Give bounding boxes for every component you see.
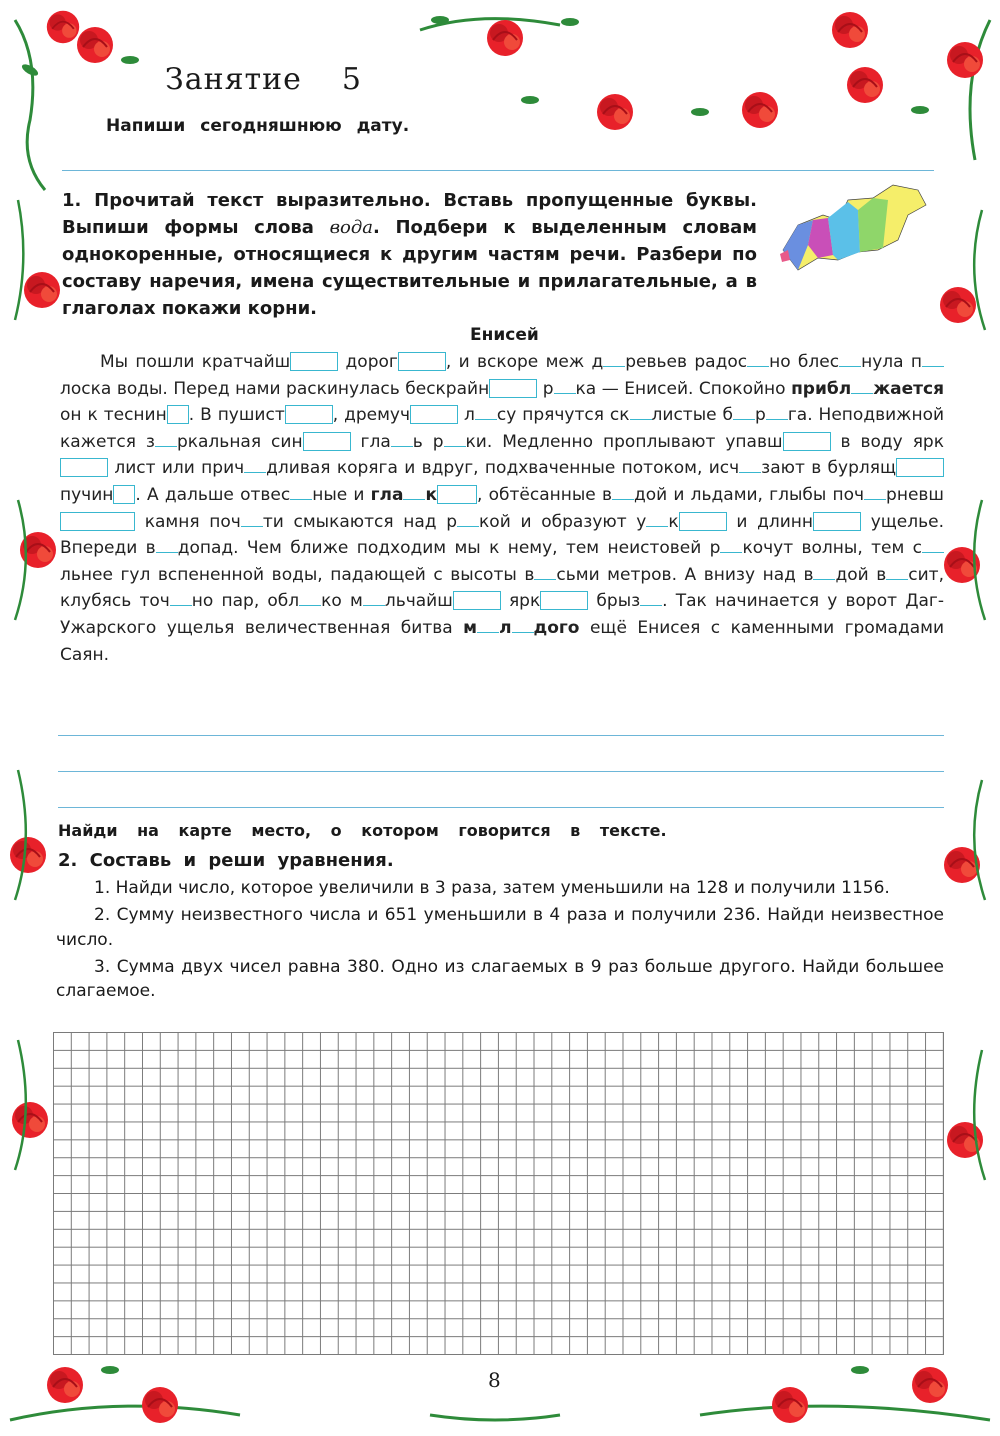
letter-blank[interactable] xyxy=(363,593,385,606)
letter-blank[interactable] xyxy=(646,514,668,527)
task1-instruction xyxy=(62,187,757,322)
writing-line-3[interactable] xyxy=(58,807,944,808)
letter-blank[interactable] xyxy=(391,434,413,447)
letter-blank[interactable] xyxy=(922,354,944,367)
answer-box[interactable] xyxy=(398,352,446,371)
letter-blank[interactable] xyxy=(444,434,466,447)
letter-blank[interactable] xyxy=(457,514,479,527)
grid-workspace[interactable] xyxy=(53,1032,944,1355)
letter-blank[interactable] xyxy=(733,407,755,420)
letter-blank[interactable] xyxy=(720,540,742,553)
letter-blank[interactable] xyxy=(739,460,761,473)
find-on-map-instruction: Найди на карте место, о котором говорится в тексте. xyxy=(58,821,667,840)
letter-blank[interactable] xyxy=(475,407,497,420)
letter-blank[interactable] xyxy=(170,593,192,606)
task1-number: 1. xyxy=(62,190,82,211)
letter-blank[interactable] xyxy=(299,593,321,606)
answer-box[interactable] xyxy=(896,458,944,477)
letter-blank[interactable] xyxy=(603,354,625,367)
letter-blank[interactable] xyxy=(839,354,861,367)
answer-box[interactable] xyxy=(60,458,108,477)
answer-box[interactable] xyxy=(410,405,458,424)
letter-blank[interactable] xyxy=(813,567,835,580)
lesson-title xyxy=(165,62,362,97)
letter-blank[interactable] xyxy=(922,540,944,553)
equation-item: 1. Найди число, которое увеличили в 3 раза, затем уменьшили на 128 и получили 1156. xyxy=(94,878,890,898)
task1-word: вода xyxy=(329,217,374,238)
letter-blank[interactable] xyxy=(554,381,576,394)
letter-blank[interactable] xyxy=(403,487,425,500)
letter-blank[interactable] xyxy=(241,514,263,527)
answer-box[interactable] xyxy=(303,432,351,451)
page-number: 8 xyxy=(488,1368,501,1392)
answer-box[interactable] xyxy=(285,405,333,424)
answer-box[interactable] xyxy=(290,352,338,371)
writing-line-2[interactable] xyxy=(58,771,944,772)
letter-blank[interactable] xyxy=(766,407,788,420)
lesson-number: 5 xyxy=(341,62,362,97)
letter-blank[interactable] xyxy=(851,381,873,394)
russia-map-illustration xyxy=(778,180,928,280)
letter-blank[interactable] xyxy=(640,593,662,606)
task2-title: 2. Составь и реши уравнения. xyxy=(58,850,394,871)
answer-box[interactable] xyxy=(453,591,501,610)
letter-blank[interactable] xyxy=(630,407,652,420)
answer-box[interactable] xyxy=(437,485,477,504)
answer-box[interactable] xyxy=(783,432,831,451)
passage-title: Енисей xyxy=(470,325,539,345)
equation-item: 3. Сумма двух чисел равна 380. Одно из слагаемых в 9 раз больше другого. Найди большее слагаемое. xyxy=(56,956,944,1001)
answer-box[interactable] xyxy=(679,512,727,531)
letter-blank[interactable] xyxy=(534,567,556,580)
equations-list xyxy=(56,876,944,1006)
answer-box[interactable] xyxy=(813,512,861,531)
writing-line-1[interactable] xyxy=(58,735,944,736)
letter-blank[interactable] xyxy=(244,460,266,473)
date-instruction: Напиши сегодняшнюю дату. xyxy=(106,116,410,136)
letter-blank[interactable] xyxy=(512,620,534,633)
letter-blank[interactable] xyxy=(155,434,177,447)
task1-text-a: Прочитай текст выразительно. Вставь пропущенные буквы. Выпиши формы слова xyxy=(62,190,757,238)
letter-blank[interactable] xyxy=(864,487,886,500)
answer-box[interactable] xyxy=(489,379,537,398)
letter-blank[interactable] xyxy=(477,620,499,633)
letter-blank[interactable] xyxy=(886,567,908,580)
letter-blank[interactable] xyxy=(156,540,178,553)
date-writing-line[interactable] xyxy=(62,170,934,171)
equation-item: 2. Сумму неизвестного числа и 651 уменьшили в 4 раза и получили 236. Найди неизвестное число. xyxy=(56,905,944,950)
answer-box[interactable] xyxy=(167,405,189,424)
letter-blank[interactable] xyxy=(747,354,769,367)
exercise-passage: Мы пошли кратчайш дорог , и вскоре меж д ревьев радос но блес нула плоска воды. Перед нами раскинулась бескрайн р ка — Енисей. Спокойно прибл жается он к теснин . В пушист , дремуч л су прячутся ск листые б р га. Неподвижной кажется з ркальная син гла ь р ки. Медленно проплывают упавш в воду ярк лист или прич дливая коряга и вдруг, подхваченные потоком, исч зают в бурлящ пучин . А дальше отвес ные и гла к , обтёсанные в дой и льдами, глыбы поч рневш камня поч ти смыкаются над р кой и образуют у к и длинн ущелье. Впереди в допад. Чем ближе подходим мы к нему, тем неистовей р кочут волны, тем сльнее гул вспененной воды, падающей с высоты в сьми метров. А внизу над в дой в сит, клубясь точ но пар, обл ко м льчайш ярк брыз . Так начинается у ворот Даг-Ужарского ущелья величественная битва м л дого ещё Енисея с каменными громадами Саян. xyxy=(60,352,945,665)
letter-blank[interactable] xyxy=(612,487,634,500)
task1-text-b: . Подбери к выделенным словам однокоренные, относящиеся к другим частям речи. Разбери по составу наречия, имена существительные и прилагательные, а в глаголах покажи корни. xyxy=(62,217,758,319)
lesson-word: Занятие xyxy=(165,62,302,97)
answer-box[interactable] xyxy=(113,485,135,504)
answer-box[interactable] xyxy=(60,512,135,531)
letter-blank[interactable] xyxy=(290,487,312,500)
answer-box[interactable] xyxy=(540,591,588,610)
